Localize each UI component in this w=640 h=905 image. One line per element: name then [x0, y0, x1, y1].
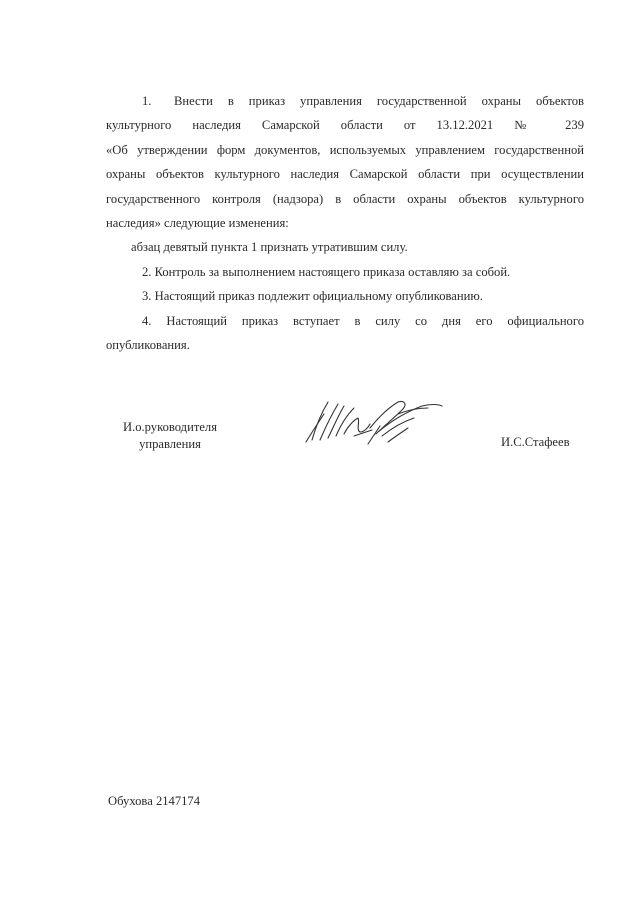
paragraph-1-line-1: Внести в приказ управления государственной охраны объектов — [174, 94, 584, 108]
signatory-position — [108, 419, 232, 453]
signatory-position-line-1: И.о.руководителя — [122, 420, 217, 434]
paragraph-1-subitem: абзац девятый пункта 1 признать утратившим силу. — [131, 240, 408, 254]
executor-contact: Обухова 2147174 — [108, 794, 201, 808]
paragraph-1-line-6: наследия» следующие изменения: — [106, 216, 289, 230]
signatory-name: И.С.Стафеев — [501, 435, 570, 449]
handwritten-signature — [298, 392, 444, 454]
paragraph-4-line-1: 4. Настоящий приказ вступает в силу со дня его официального — [142, 314, 584, 328]
paragraph-3: 3. Настоящий приказ подлежит официальному опубликованию. — [142, 289, 483, 303]
paragraph-4-line-2: опубликования. — [106, 338, 190, 352]
paragraph-1-number: 1. — [142, 94, 152, 108]
paragraph-1-line-5: государственного контроля (надзора) в области охраны объектов культурного — [106, 192, 584, 206]
signatory-position-line-2: управления — [139, 437, 201, 451]
paragraph-1-line-2: культурного наследия Самарской области от 13.12.2021 № 239 — [106, 118, 584, 132]
paragraph-2: 2. Контроль за выполнением настоящего приказа оставляю за собой. — [142, 265, 511, 279]
paragraph-1-line-4: охраны объектов культурного наследия Самарской области при осуществлении — [106, 167, 584, 181]
paragraph-1-line-3: «Об утверждении форм документов, используемых управлением государственной — [106, 143, 584, 157]
